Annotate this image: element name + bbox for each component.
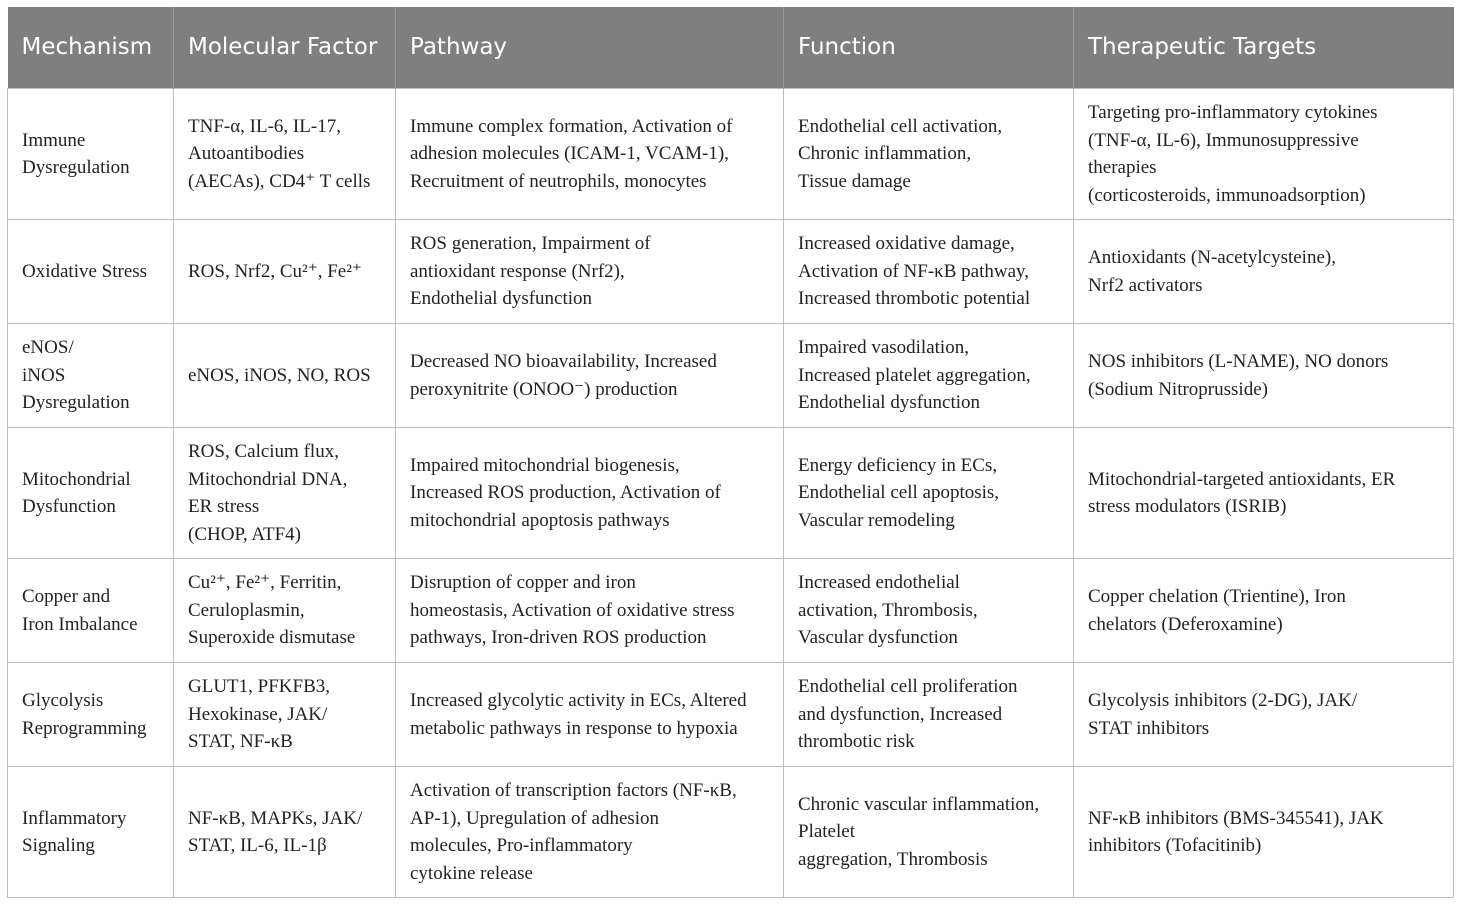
cell-therapeutic-targets: Targeting pro-inflammatory cytokines (TNF-α, IL-6), Immunosuppressive therapies (corticosteroids, immunoadsorption) bbox=[1074, 89, 1454, 220]
cell-mechanism: Immune Dysregulation bbox=[8, 89, 174, 220]
table-row bbox=[8, 559, 1454, 663]
cell-molecular-factor: GLUT1, PFKFB3, Hexokinase, JAK/ STAT, NF-κB bbox=[174, 663, 396, 767]
cell-molecular-factor: eNOS, iNOS, NO, ROS bbox=[174, 324, 396, 428]
table-row bbox=[8, 767, 1454, 898]
table-row bbox=[8, 220, 1454, 324]
header-pathway: Pathway bbox=[396, 7, 784, 89]
cell-molecular-factor: Cu²⁺, Fe²⁺, Ferritin, Ceruloplasmin, Superoxide dismutase bbox=[174, 559, 396, 663]
cell-molecular-factor: ROS, Calcium flux, Mitochondrial DNA, ER stress (CHOP, ATF4) bbox=[174, 428, 396, 559]
table-container bbox=[7, 7, 1453, 898]
cell-therapeutic-targets: Antioxidants (N-acetylcysteine), Nrf2 activators bbox=[1074, 220, 1454, 324]
cell-pathway: ROS generation, Impairment of antioxidant response (Nrf2), Endothelial dysfunction bbox=[396, 220, 784, 324]
header-mechanism: Mechanism bbox=[8, 7, 174, 89]
cell-therapeutic-targets: NOS inhibitors (L-NAME), NO donors (Sodium Nitroprusside) bbox=[1074, 324, 1454, 428]
cell-therapeutic-targets: NF-κB inhibitors (BMS-345541), JAK inhibitors (Tofacitinib) bbox=[1074, 767, 1454, 898]
cell-pathway: Impaired mitochondrial biogenesis, Increased ROS production, Activation of mitochondrial apoptosis pathways bbox=[396, 428, 784, 559]
cell-pathway: Activation of transcription factors (NF-κB, AP-1), Upregulation of adhesion molecules, Pro-inflammatory cytokine release bbox=[396, 767, 784, 898]
cell-function: Increased endothelial activation, Thrombosis, Vascular dysfunction bbox=[784, 559, 1074, 663]
cell-pathway: Increased glycolytic activity in ECs, Altered metabolic pathways in response to hypoxia bbox=[396, 663, 784, 767]
cell-mechanism: Mitochondrial Dysfunction bbox=[8, 428, 174, 559]
mechanisms-table bbox=[7, 7, 1454, 898]
cell-molecular-factor: TNF-α, IL-6, IL-17, Autoantibodies (AECAs), CD4⁺ T cells bbox=[174, 89, 396, 220]
table-row bbox=[8, 663, 1454, 767]
table-row bbox=[8, 324, 1454, 428]
cell-therapeutic-targets: Glycolysis inhibitors (2-DG), JAK/ STAT inhibitors bbox=[1074, 663, 1454, 767]
table-row bbox=[8, 428, 1454, 559]
cell-mechanism: Oxidative Stress bbox=[8, 220, 174, 324]
cell-pathway: Decreased NO bioavailability, Increased peroxynitrite (ONOO⁻) production bbox=[396, 324, 784, 428]
header-function: Function bbox=[784, 7, 1074, 89]
cell-pathway: Immune complex formation, Activation of adhesion molecules (ICAM-1, VCAM-1), Recruitment of neutrophils, monocytes bbox=[396, 89, 784, 220]
cell-therapeutic-targets: Mitochondrial-targeted antioxidants, ER stress modulators (ISRIB) bbox=[1074, 428, 1454, 559]
cell-mechanism: eNOS/ iNOS Dysregulation bbox=[8, 324, 174, 428]
cell-function: Impaired vasodilation, Increased platelet aggregation, Endothelial dysfunction bbox=[784, 324, 1074, 428]
table-header-row bbox=[8, 7, 1454, 89]
cell-function: Endothelial cell activation, Chronic inflammation, Tissue damage bbox=[784, 89, 1074, 220]
header-molecular-factor: Molecular Factor bbox=[174, 7, 396, 89]
cell-function: Increased oxidative damage, Activation of NF-κB pathway, Increased thrombotic potential bbox=[784, 220, 1074, 324]
cell-therapeutic-targets: Copper chelation (Trientine), Iron chelators (Deferoxamine) bbox=[1074, 559, 1454, 663]
cell-mechanism: Inflammatory Signaling bbox=[8, 767, 174, 898]
cell-function: Chronic vascular inflammation, Platelet aggregation, Thrombosis bbox=[784, 767, 1074, 898]
table-row bbox=[8, 89, 1454, 220]
header-therapeutic-targets: Therapeutic Targets bbox=[1074, 7, 1454, 89]
cell-mechanism: Copper and Iron Imbalance bbox=[8, 559, 174, 663]
cell-function: Endothelial cell proliferation and dysfunction, Increased thrombotic risk bbox=[784, 663, 1074, 767]
cell-mechanism: Glycolysis Reprogramming bbox=[8, 663, 174, 767]
cell-function: Energy deficiency in ECs, Endothelial cell apoptosis, Vascular remodeling bbox=[784, 428, 1074, 559]
cell-molecular-factor: NF-κB, MAPKs, JAK/ STAT, IL-6, IL-1β bbox=[174, 767, 396, 898]
cell-molecular-factor: ROS, Nrf2, Cu²⁺, Fe²⁺ bbox=[174, 220, 396, 324]
cell-pathway: Disruption of copper and iron homeostasis, Activation of oxidative stress pathways, Iron-driven ROS production bbox=[396, 559, 784, 663]
